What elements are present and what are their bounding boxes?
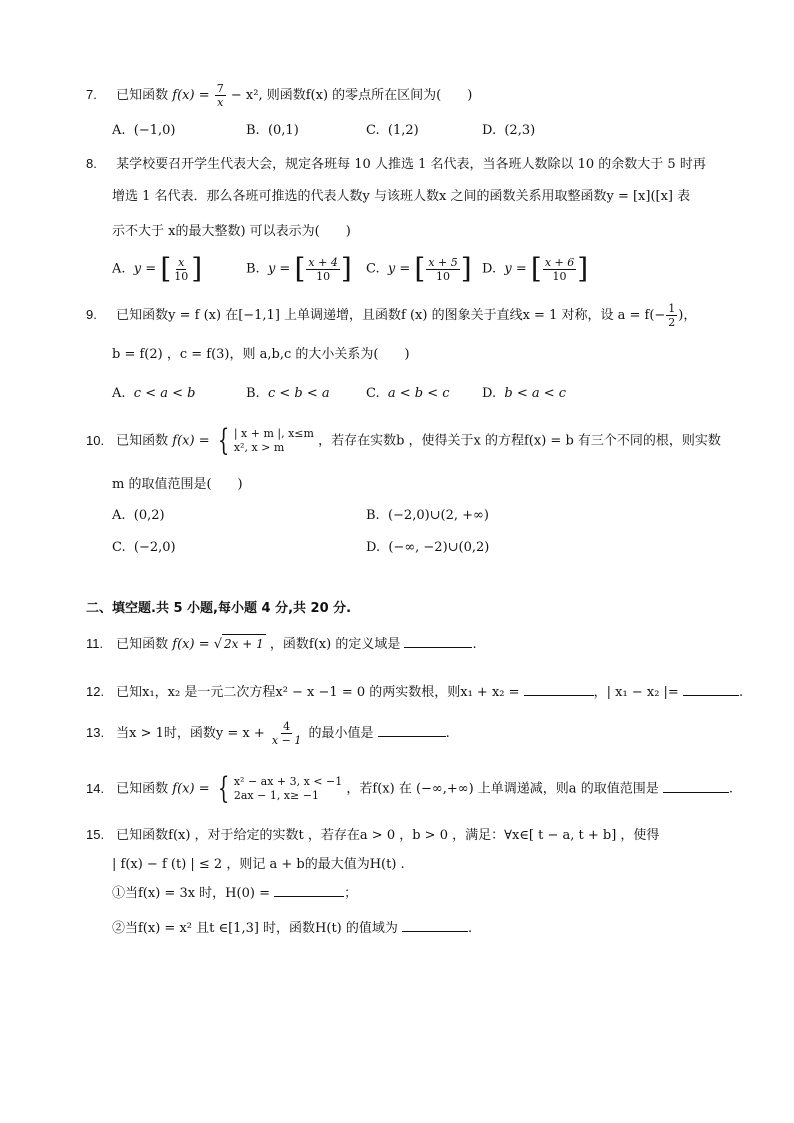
question-8-line-2: 增选 1 名代表．那么各班可推选的代表人数y 与该班人数x 之间的函数关系用取整函数y = [x]([x] 表	[112, 189, 691, 204]
answer-blank[interactable]	[524, 683, 594, 696]
option-a: A. (0,2)	[112, 508, 165, 523]
question-number: 9.	[86, 307, 97, 322]
question-15: 15. 已知函数f(x) ，对于给定的实数t ，若存在a > 0 ，b > 0 ，满足：∀x∈[ t − a, t + b] ，使得	[86, 827, 660, 843]
answer-blank[interactable]	[402, 919, 468, 932]
option-c: C. (−2,0)	[112, 540, 176, 555]
question-number: 7.	[86, 87, 97, 102]
question-8-line-3: 示不大于 x的最大整数) 可以表示为( )	[112, 224, 351, 239]
option-a: A. c < a < b	[112, 386, 196, 401]
question-9-line-2: b = f(2) ，c = f(3)，则 a,b,c 的大小关系为( )	[112, 347, 410, 362]
option-b: B. (0,1)	[246, 123, 299, 138]
question-11: 11. 已知函数 f(x) = √ 2x + 1 ，函数f(x) 的定义域是 .	[86, 636, 477, 652]
question-number: 8.	[86, 156, 97, 171]
option-b: B. (−2,0)∪(2, +∞)	[366, 508, 489, 523]
function-expr: f(x) =	[172, 88, 210, 103]
option-c: C. y = [ $\frac{x + 5}{10}$ ]	[366, 252, 472, 285]
option-c: C. (1,2)	[366, 123, 419, 138]
option-d: D. (2,3)	[482, 123, 536, 138]
numerator: 7	[216, 82, 224, 95]
question-15-part-2: ②当f(x) = x² 且t ∈[1,3] 时，函数H(t) 的值域为 .	[112, 921, 473, 936]
question-13: 13. 当x > 1时，函数y = x + $\frac{4}{x - 1}$ 的最小值是 .	[86, 720, 450, 747]
question-number: 11.	[86, 636, 104, 651]
question-number: 12.	[86, 684, 105, 699]
question-text-rest: − x², 则函数f(x) 的零点所在区间为( )	[230, 88, 473, 103]
question-10-line-2: m 的取值范围是( )	[112, 477, 243, 492]
fraction	[215, 82, 226, 109]
question-number: 10.	[86, 432, 105, 448]
question-number: 13.	[86, 725, 105, 740]
question-15-part-1: ①当f(x) = 3x 时，H(0) = ；	[112, 886, 358, 901]
option-a: A. (−1,0)	[112, 123, 176, 138]
question-text: 已知函数	[116, 88, 169, 103]
option-b: B. c < b < a	[246, 386, 330, 401]
denominator: x	[217, 96, 224, 109]
question-text: 已知函数y = f (x) 在[−1,1] 上单调递增，且函数f (x) 的图象关于直线x = 1 对称，设 a = f(−	[116, 308, 666, 323]
option-b: B. y = [ $\frac{x + 4}{10}$ ]	[246, 252, 352, 285]
option-d: D. (−∞, −2)∪(0,2)	[366, 540, 490, 555]
question-12: 12. 已知x₁，x₂ 是一元二次方程x² − x −1 = 0 的两实数根，则x₁ + x₂ = ，| x₁ − x₂ |= .	[86, 684, 744, 700]
option-c: C. a < b < c	[366, 386, 450, 401]
question-8	[86, 155, 706, 174]
option-d: D. y = [ $\frac{x + 6}{10}$ ]	[482, 252, 589, 285]
question-number: 14.	[86, 780, 105, 796]
option-d: D. b < a < c	[482, 386, 567, 401]
answer-blank[interactable]	[378, 724, 446, 737]
answer-blank[interactable]	[274, 884, 344, 897]
section-heading: 二、填空题.共 5 小题,每小题 4 分,共 20 分.	[86, 601, 352, 616]
question-14: 14. 已知函数 f(x) = { x² − ax + 3, x < −1 2ax − 1, x≥ −1 ，若f(x) 在 (−∞,+∞) 上单调递减，则a 的取值范围是 .	[86, 771, 733, 806]
question-10: 10. 已知函数 f(x) = { | x + m |, x≤m x², x > m ，若存在实数b ，使得关于x 的方程f(x) = b 有三个不同的根，则实数	[86, 423, 721, 458]
question-15-line-2: | f(x) − f (t) | ≤ 2 ，则记 a + b的最大值为H(t) .	[112, 857, 405, 872]
answer-blank[interactable]	[404, 635, 472, 648]
question-number: 15.	[86, 827, 105, 842]
answer-blank[interactable]	[683, 683, 739, 696]
question-7	[86, 82, 472, 109]
answer-blank[interactable]	[663, 780, 729, 793]
question-text: 某学校要召开学生代表大会，规定各班每 10 人推选 1 名代表，当各班人数除以 10 的余数大于 5 时再	[116, 157, 706, 172]
option-a: A. y = [ $\frac{x}{10}$ ]	[112, 252, 203, 285]
question-9: 9. 已知函数y = f (x) 在[−1,1] 上单调递增，且函数f (x) 的图象关于直线x = 1 对称，设 a = f(− $\frac{1}{2}$ )，	[86, 302, 697, 329]
